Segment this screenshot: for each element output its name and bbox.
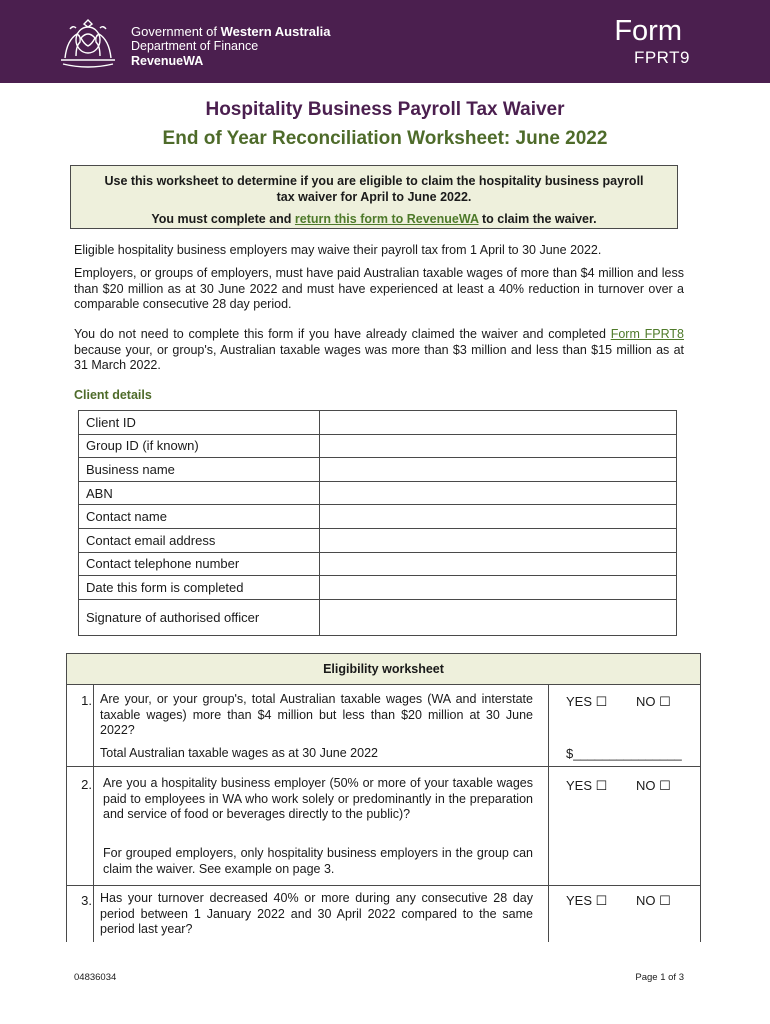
field-label: Group ID (if known): [79, 434, 320, 458]
form-word: Form: [614, 15, 682, 47]
page-title: Hospitality Business Payroll Tax Waiver: [205, 99, 565, 120]
table-row: [79, 576, 677, 600]
page-subtitle: End of Year Reconciliation Worksheet: June 2022: [162, 128, 608, 149]
no-checkbox[interactable]: NO ☐: [636, 778, 671, 793]
question-1-options: [566, 694, 671, 710]
question-number: 3.: [81, 893, 92, 908]
question-number: 2.: [81, 777, 92, 792]
table-row: [79, 411, 677, 435]
total-wages-amount-field[interactable]: $_______________: [566, 746, 682, 761]
agency-name: RevenueWA: [131, 54, 204, 68]
p3-post: because your, or group's, Australian taxable wages was more than $3 million and less than $15 million as at 31 March 2022.: [74, 342, 684, 372]
field-label: Business name: [79, 458, 320, 482]
gov-state: Western Australia: [220, 24, 331, 39]
intro-paragraph-3: [74, 327, 684, 374]
divider: [93, 684, 94, 942]
question-3-text: Has your turnover decreased 40% or more during any consecutive 28 day period between 1 January 2022 and 30 April 2022 compared to the same period last year?: [100, 891, 533, 936]
notice-line-2-post: to claim the waiver.: [478, 212, 597, 226]
notice-line-2-pre: You must complete and: [151, 212, 295, 226]
field-label: Date this form is completed: [79, 576, 320, 600]
contact-name-input[interactable]: [320, 505, 677, 529]
yes-checkbox[interactable]: YES ☐: [566, 694, 608, 709]
no-checkbox[interactable]: NO ☐: [636, 893, 671, 908]
table-row: [79, 481, 677, 505]
question-3-options: [566, 893, 671, 909]
government-branding: [131, 24, 330, 69]
group-id-input[interactable]: [320, 434, 677, 458]
divider: [67, 766, 700, 767]
notice-line-2: [71, 211, 677, 227]
notice-box: [70, 165, 678, 229]
intro-paragraph-1: Eligible hospitality business employers may waive their payroll tax from 1 April to 30 June 2022.: [74, 243, 602, 257]
form-code: FPRT9: [633, 48, 690, 67]
field-label: Client ID: [79, 411, 320, 435]
client-id-input[interactable]: [320, 411, 677, 435]
signature-input[interactable]: [320, 599, 677, 635]
notice-line-1: Use this worksheet to determine if you are eligible to claim the hospitality business payroll tax waiver for April to June 2022.: [104, 174, 644, 204]
field-label: ABN: [79, 481, 320, 505]
intro-paragraph-2: Employers, or groups of employers, must have paid Australian taxable wages of more than $4 million and less than $20 million as at 30 June 2022 and must have experienced at least a 40% reduction in turnover over a comparable consecutive 28 day period.: [74, 266, 684, 311]
date-completed-input[interactable]: [320, 576, 677, 600]
yes-checkbox[interactable]: YES ☐: [566, 778, 608, 793]
form-fprt8-link[interactable]: Form FPRT8: [610, 327, 684, 341]
table-row: [79, 434, 677, 458]
field-label: Contact name: [79, 505, 320, 529]
question-1-sublabel: Total Australian taxable wages as at 30 June 2022: [100, 746, 378, 760]
document-number: 04836034: [74, 972, 117, 983]
table-row: [79, 505, 677, 529]
divider: [548, 684, 549, 942]
question-2-options: [566, 778, 671, 794]
field-label: Contact telephone number: [79, 552, 320, 576]
question-2-text: Are you a hospitality business employer (50% or more of your taxable wages paid to employees in WA who work solely or predominantly in the preparation and service of food or beverages directly to the public)?: [103, 776, 533, 821]
abn-input[interactable]: [320, 481, 677, 505]
eligibility-worksheet: [66, 653, 701, 942]
p3-pre: You do not need to complete this form if you have already claimed the waiver and completed: [74, 327, 611, 341]
table-row: [79, 552, 677, 576]
eligibility-heading: Eligibility worksheet: [67, 654, 700, 685]
table-row: [79, 458, 677, 482]
page-number: Page 1 of 3: [635, 972, 684, 983]
question-1-text: Are your, or your group's, total Australian taxable wages (WA and interstate taxable wages) more than $4 million but less than $20 million at 30 June 2022?: [100, 692, 533, 737]
header-banner: [0, 0, 770, 83]
divider: [67, 885, 700, 886]
return-form-link[interactable]: return this form to RevenueWA: [294, 212, 479, 226]
yes-checkbox[interactable]: YES ☐: [566, 893, 608, 908]
contact-phone-input[interactable]: [320, 552, 677, 576]
no-checkbox[interactable]: NO ☐: [636, 694, 671, 709]
contact-email-input[interactable]: [320, 528, 677, 552]
table-row: [79, 599, 677, 635]
gov-prefix: Government of: [131, 24, 221, 39]
question-number: 1.: [81, 693, 92, 708]
field-label: Contact email address: [79, 528, 320, 552]
coat-of-arms-logo: [55, 14, 121, 70]
client-details-heading: Client details: [74, 388, 152, 402]
field-label: Signature of authorised officer: [79, 599, 320, 635]
department-name: Department of Finance: [131, 39, 259, 53]
business-name-input[interactable]: [320, 458, 677, 482]
table-row: [79, 528, 677, 552]
client-details-table: [78, 410, 677, 636]
question-2-note: For grouped employers, only hospitality business employers in the group can claim the waiver. See example on page 3.: [103, 846, 533, 876]
